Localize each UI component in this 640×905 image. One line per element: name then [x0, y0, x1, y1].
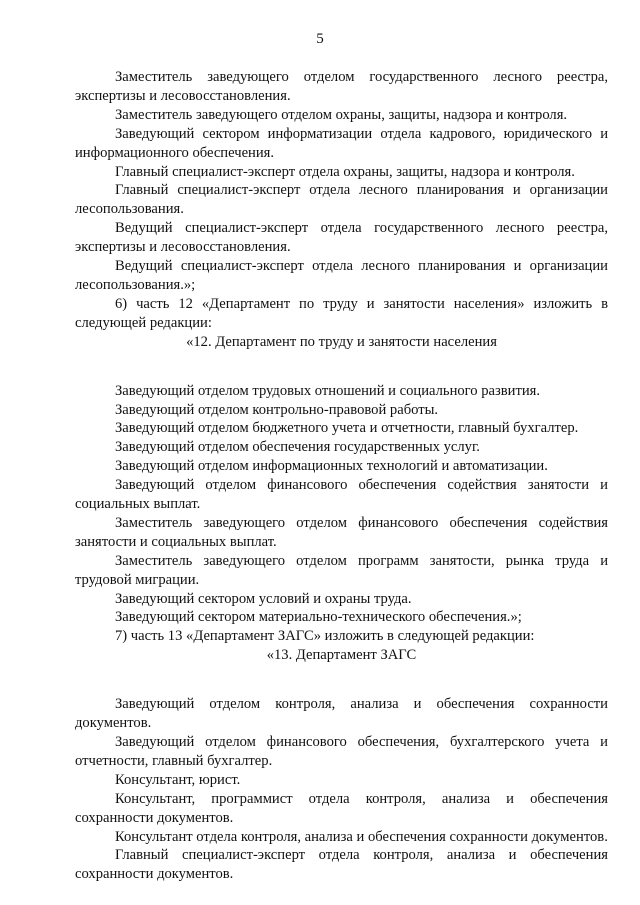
paragraph: Заместитель заведующего отделом финансового обеспечения содействия занятости и социальных выплат.	[75, 514, 608, 550]
paragraph: Заведующий отделом финансового обеспечения, бухгалтерского учета и отчетности, главный бухгалтер.	[75, 734, 608, 769]
paragraph: Заведующий сектором материально-технического обеспечения.»;	[115, 609, 522, 626]
paragraph: Заведующий отделом контрольно-правовой работы.	[115, 401, 439, 418]
section-heading: «13. Департамент ЗАГС	[266, 647, 417, 664]
paragraph: Заведующий сектором условий и охраны труда.	[115, 590, 412, 607]
paragraph: Заместитель заведующего отделом программ занятости, рынка труда и трудовой миграции.	[75, 552, 608, 588]
paragraph: Заведующий отделом информационных технологий и автоматизации.	[115, 458, 548, 475]
section-heading: «12. Департамент по труду и занятости населения	[186, 333, 497, 350]
paragraph: 6) часть 12 «Департамент по труду и занятости населения» изложить в следующей редакции:	[75, 295, 608, 331]
paragraph: Заведующий отделом финансового обеспечения содействия занятости и социальных выплат.	[75, 477, 608, 513]
paragraph: Заведующий отделом бюджетного учета и отчетности, главный бухгалтер.	[115, 420, 579, 437]
paragraph: Главный специалист-эксперт отдела контроля, анализа и обеспечения сохранности документов.	[75, 847, 608, 883]
paragraph: 7) часть 13 «Департамент ЗАГС» изложить в следующей редакции:	[115, 628, 535, 645]
paragraph: Главный специалист-эксперт отдела лесного планирования и организации лесопользования.	[75, 182, 608, 218]
document-body	[75, 68, 608, 884]
paragraph: Ведущий специалист-эксперт отдела государственного лесного реестра, экспертизы и лесовосстановления.	[75, 220, 608, 256]
paragraph: Заведующий сектором информатизации отдела кадрового, юридического и информационного обеспечения.	[75, 125, 608, 161]
paragraph: Консультант, юрист.	[115, 771, 241, 788]
paragraph: Заведующий отделом контроля, анализа и обеспечения сохранности документов.	[75, 696, 608, 732]
paragraph: Заведующий отделом обеспечения государственных услуг.	[115, 439, 480, 456]
paragraph: Консультант, программист отдела контроля, анализа и обеспечения сохранности документов.	[75, 790, 608, 826]
page-number: 5	[316, 31, 324, 47]
paragraph: Заместитель заведующего отделом государственного лесного реестра, экспертизы и лесовосстановления.	[75, 69, 608, 104]
paragraph: Заместитель заведующего отделом охраны, защиты, надзора и контроля.	[115, 106, 568, 123]
paragraph: Консультант отдела контроля, анализа и обеспечения сохранности документов.	[115, 828, 608, 845]
paragraph: Ведущий специалист-эксперт отдела лесного планирования и организации лесопользования.»;	[75, 258, 608, 293]
paragraph: Главный специалист-эксперт отдела охраны, защиты, надзора и контроля.	[115, 163, 575, 180]
paragraph: Заведующий отделом трудовых отношений и социального развития.	[115, 382, 541, 399]
